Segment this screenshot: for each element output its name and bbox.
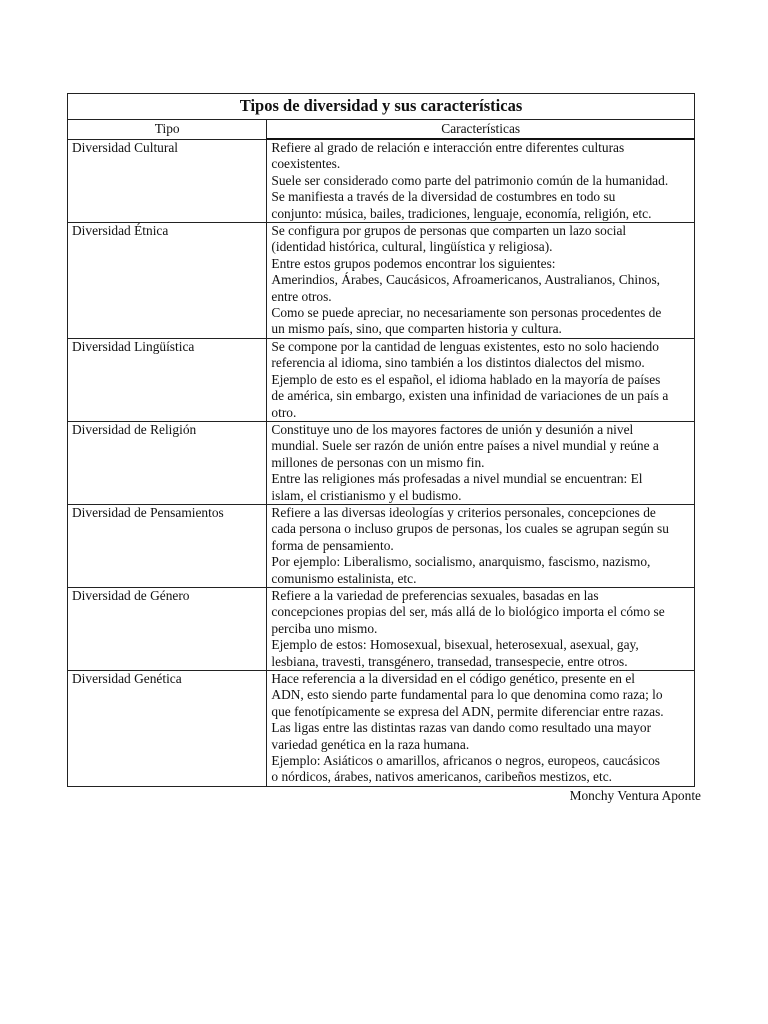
table-row bbox=[68, 421, 695, 504]
text-line: Se compone por la cantidad de lenguas existentes, esto no solo haciendo bbox=[271, 338, 659, 354]
text-line: o nórdicos, árabes, nativos americanos, caribeños mestizos, etc. bbox=[271, 769, 613, 785]
table-row bbox=[68, 139, 695, 223]
text-line: conjunto: música, bailes, tradiciones, lenguaje, economía, religión, etc. bbox=[271, 205, 652, 221]
cell-caracteristicas bbox=[267, 139, 695, 223]
cell-tipo: Diversidad Lingüística bbox=[68, 338, 267, 421]
text-line: entre otros. bbox=[271, 288, 332, 304]
text-line: Por ejemplo: Liberalismo, socialismo, anarquismo, fascismo, nazismo, bbox=[271, 554, 651, 570]
text-line: Refiere a la variedad de preferencias sexuales, basadas en las bbox=[271, 587, 599, 603]
text-line: forma de pensamiento. bbox=[271, 537, 394, 553]
text-line: Constituye uno de los mayores factores de unión y desunión a nivel bbox=[271, 421, 634, 437]
text-line: comunismo estalinista, etc. bbox=[271, 570, 417, 586]
cell-tipo: Diversidad Genética bbox=[68, 671, 267, 787]
text-line: mundial. Suele ser razón de unión entre países a nivel mundial y reúne a bbox=[271, 438, 659, 454]
text-line: Se manifiesta a través de la diversidad de costumbres en todo su bbox=[271, 189, 616, 205]
text-line: Entre estos grupos podemos encontrar los siguientes: bbox=[271, 255, 556, 271]
cell-tipo: Diversidad de Religión bbox=[68, 421, 267, 504]
cell-caracteristicas bbox=[267, 338, 695, 421]
text-line: Las ligas entre las distintas razas van dando como resultado una mayor bbox=[271, 720, 652, 736]
text-line: Amerindios, Árabes, Caucásicos, Afroamericanos, Australianos, Chinos, bbox=[271, 272, 661, 288]
cell-caracteristicas bbox=[267, 223, 695, 339]
cell-tipo: Diversidad Cultural bbox=[68, 139, 267, 223]
text-line: un mismo país, sino, que comparten historia y cultura. bbox=[271, 321, 562, 337]
cell-tipo: Diversidad Étnica bbox=[68, 223, 267, 339]
text-line: Se configura por grupos de personas que comparten un lazo social bbox=[271, 223, 627, 239]
text-line: Refiere al grado de relación e interacción entre diferentes culturas bbox=[271, 140, 625, 155]
cell-caracteristicas bbox=[267, 421, 695, 504]
cell-caracteristicas bbox=[267, 587, 695, 670]
text-line: Como se puede apreciar, no necesariamente son personas procedentes de bbox=[271, 305, 662, 321]
text-line: Refiere a las diversas ideologías y criterios personales, concepciones de bbox=[271, 504, 656, 520]
text-line: referencia al idioma, sino también a los distintos dialectos del mismo. bbox=[271, 355, 645, 371]
text-line: concepciones propias del ser, más allá de lo biológico importa el cómo se bbox=[271, 604, 665, 620]
text-line: millones de personas con un mismo fin. bbox=[271, 454, 485, 470]
table-row bbox=[68, 223, 695, 339]
text-line: Suele ser considerado como parte del patrimonio común de la humanidad. bbox=[271, 172, 669, 188]
text-line: Ejemplo de esto es el español, el idioma hablado en la mayoría de países bbox=[271, 371, 661, 387]
text-line: (identidad histórica, cultural, lingüística y religiosa). bbox=[271, 239, 553, 255]
author-name: Monchy Ventura Aponte bbox=[569, 787, 701, 803]
cell-tipo: Diversidad de Género bbox=[68, 587, 267, 670]
text-line: islam, el cristianismo y el budismo. bbox=[271, 487, 462, 503]
text-line: otro. bbox=[271, 404, 297, 420]
text-line: coexistentes. bbox=[271, 156, 341, 172]
table-row bbox=[68, 338, 695, 421]
text-line: ADN, esto siendo parte fundamental para lo que denomina como raza; lo bbox=[271, 687, 663, 703]
cell-caracteristicas bbox=[267, 504, 695, 587]
text-line: Ejemplo de estos: Homosexual, bisexual, heterosexual, asexual, gay, bbox=[271, 637, 639, 653]
diversity-table bbox=[67, 93, 695, 787]
text-line: Ejemplo: Asiáticos o amarillos, africanos o negros, europeos, caucásicos bbox=[271, 753, 660, 769]
document-page bbox=[67, 93, 701, 804]
text-line: Hace referencia a la diversidad en el código genético, presente en el bbox=[271, 671, 635, 686]
text-line: Entre las religiones más profesadas a nivel mundial se encuentran: El bbox=[271, 471, 643, 487]
column-header-caracteristicas: Características bbox=[267, 120, 695, 140]
table-body bbox=[68, 139, 695, 786]
text-line: perciba uno mismo. bbox=[271, 620, 378, 636]
table-title: Tipos de diversidad y sus características bbox=[68, 94, 695, 120]
cell-caracteristicas bbox=[267, 671, 695, 787]
table-row bbox=[68, 587, 695, 670]
text-line: cada persona o incluso grupos de personas, los cuales se agrupan según su bbox=[271, 521, 669, 537]
table-row bbox=[68, 504, 695, 587]
table-row bbox=[68, 671, 695, 787]
text-line: variedad genética en la raza humana. bbox=[271, 736, 470, 752]
text-line: que fenotípicamente se expresa del ADN, permite diferenciar entre razas. bbox=[271, 703, 664, 719]
column-header-tipo: Tipo bbox=[68, 120, 267, 140]
cell-tipo: Diversidad de Pensamientos bbox=[68, 504, 267, 587]
text-line: lesbiana, travesti, transgénero, transedad, transespecie, entre otros. bbox=[271, 653, 628, 669]
text-line: de américa, sin embargo, existen una infinidad de variaciones de un país a bbox=[271, 388, 669, 404]
